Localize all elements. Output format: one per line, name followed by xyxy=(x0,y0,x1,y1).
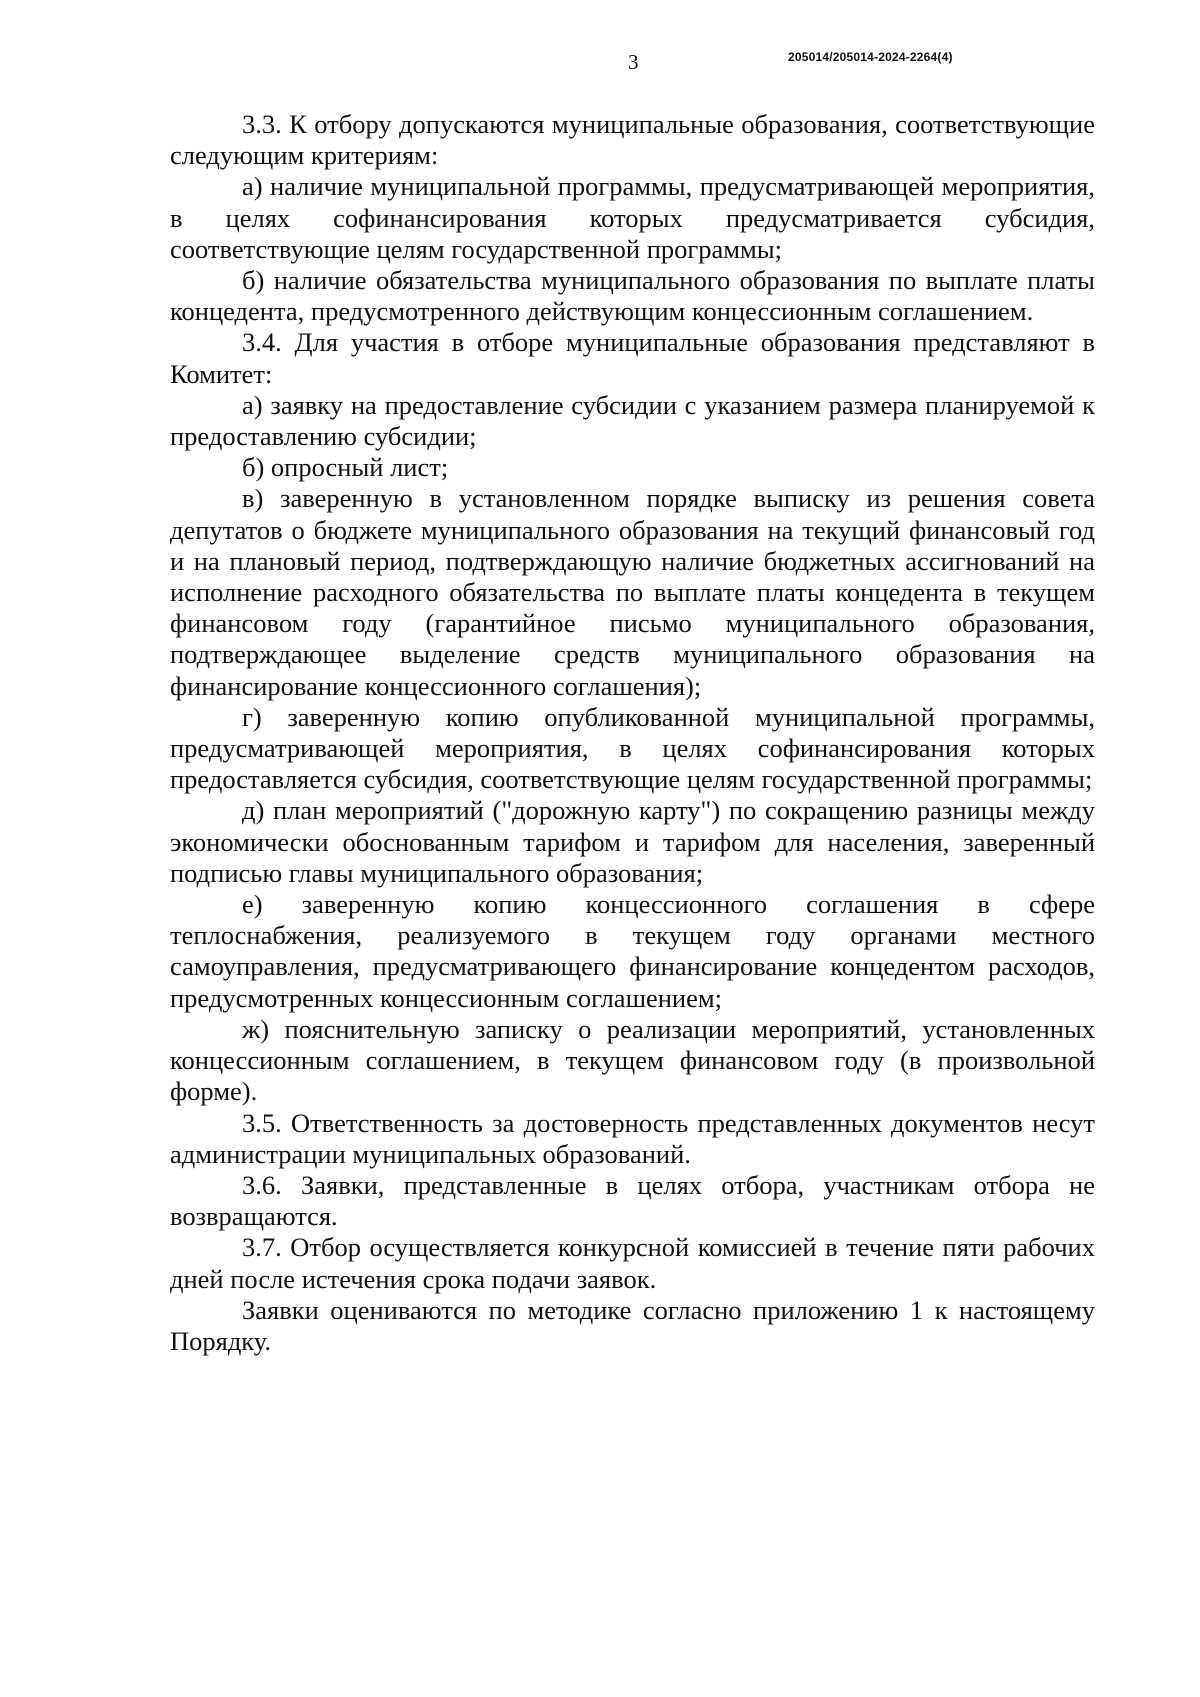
paragraph-3-4-a: а) заявку на предоставление субсидии с указанием размера планируемой к предоставлению субсидии; xyxy=(170,389,1095,452)
document-code: 205014/205014-2024-2264(4) xyxy=(788,50,953,64)
paragraph-3-3: 3.3. К отбору допускаются муниципальные образования, соответствующие следующим критериям: xyxy=(170,109,1095,171)
paragraph-3-4-g: г) заверенную копию опубликованной муниципальной программы, предусматривающей мероприятия, в целях софинансирования которых предоставляется субсидия, соответствующие целям государственной программы; xyxy=(170,701,1095,795)
paragraph-3-4-zh: ж) пояснительную записку о реализации мероприятий, установленных концессионным соглашением, в текущем финансовом году (в произвольной форме). xyxy=(170,1013,1095,1107)
paragraph-3-4-v: в) заверенную в установленном порядке выписку из решения совета депутатов о бюджете муниципального образования на текущий финансовый год и на плановый период, подтверждающую наличие бюджетных ассигнований на исполнение расходного обязательства по выплате платы концедента в текущем финансовом году (гарантийное письмо муниципального образования, подтверждающее выделение средств муниципального образования на финансирование концессионного соглашения); xyxy=(170,483,1095,701)
document-body xyxy=(170,109,1095,1357)
paragraph-3-5: 3.5. Ответственность за достоверность представленных документов несут администрации муниципальных образований. xyxy=(170,1107,1095,1169)
paragraph-3-4-e: е) заверенную копию концессионного соглашения в сфере теплоснабжения, реализуемого в текущем году органами местного самоуправления, предусматривающего финансирование концедентом расходов, предусмотренных концессионным соглашением; xyxy=(170,889,1095,1013)
paragraph-3-4: 3.4. Для участия в отборе муниципальные образования представляют в Комитет: xyxy=(170,327,1095,389)
paragraph-3-3-a: а) наличие муниципальной программы, предусматривающей мероприятия, в целях софинансирования которых предусматривается субсидия, соответствующие целям государственной программы; xyxy=(170,171,1095,264)
paragraph-3-4-d: д) план мероприятий ("дорожную карту") по сокращению разницы между экономически обоснованным тарифом и тарифом для населения, заверенный подписью главы муниципального образования; xyxy=(170,795,1095,888)
paragraph-3-4-b: б) опросный лист; xyxy=(242,452,449,483)
paragraph-3-7-evaluation: Заявки оцениваются по методике согласно приложению 1 к настоящему Порядку. xyxy=(170,1294,1095,1356)
paragraph-3-7: 3.7. Отбор осуществляется конкурсной комиссией в течение пяти рабочих дней после истечения срока подачи заявок. xyxy=(170,1232,1095,1294)
page-number: 3 xyxy=(628,50,639,74)
paragraph-3-6: 3.6. Заявки, представленные в целях отбора, участникам отбора не возвращаются. xyxy=(170,1169,1095,1232)
paragraph-3-3-b: б) наличие обязательства муниципального образования по выплате платы концедента, предусмотренного действующим концессионным соглашением. xyxy=(170,265,1095,327)
